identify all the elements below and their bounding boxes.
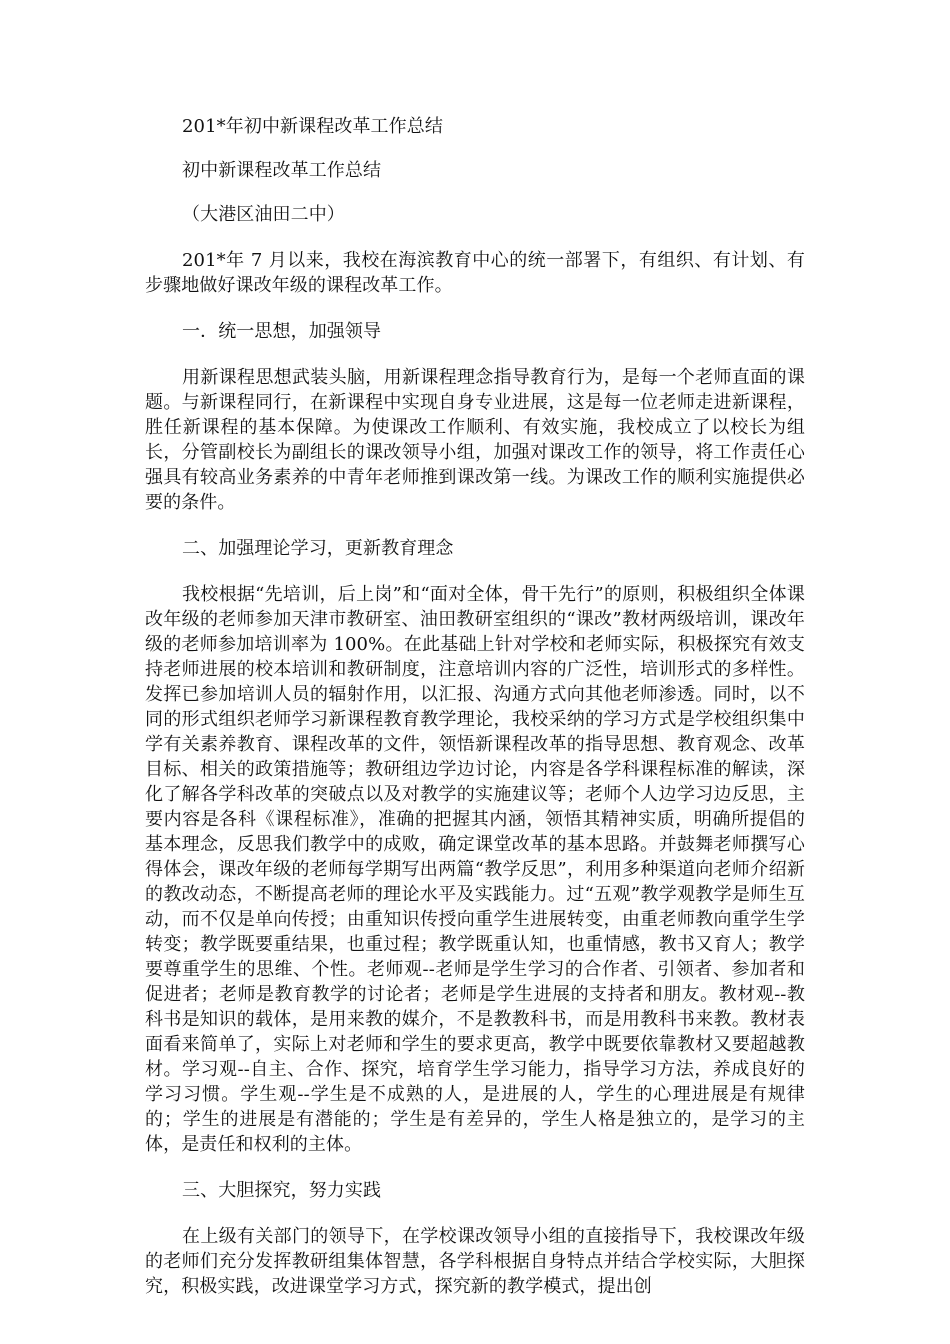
document-body: [145, 114, 805, 1299]
section-1-heading: 一．统一思想，加强领导: [182, 321, 382, 342]
section-3-body: 在上级有关部门的领导下，在学校课改领导小组的直接指导下，我校课改年级的老师们充分发挥教研组集体智慧，各学科根据自身特点并结合学校实际，大胆探究，积极实践，改进课堂学习方式，探究新的教学模式，提出创: [145, 1226, 805, 1297]
document-title: 201*年初中新课程改革工作总结: [182, 116, 443, 137]
section-2-heading: 二、加强理论学习，更新教育理念: [182, 538, 454, 559]
section-1-body: 用新课程思想武装头脑，用新课程理念指导教育行为，是每一个老师直面的课题。与新课程同行，在新课程中实现自身专业进展，这是每一位老师走进新课程，胜任新课程的基本保障。为使课改工作顺利、有效实施，我校成立了以校长为组长，分管副校长为副组长的课改领导小组，加强对课改工作的领导，将工作责任心强具有较高业务素养的中青年老师推到课改第一线。为课改工作的顺利实施提供必要的条件。: [145, 367, 805, 513]
intro-paragraph: 201*年 7 月以来，我校在海滨教育中心的统一部署下，有组织、有计划、有步骤地做好课改年级的课程改革工作。: [145, 250, 805, 296]
section-3-heading: 三、大胆探究，努力实践: [182, 1180, 382, 1201]
document-subtitle: 初中新课程改革工作总结: [182, 160, 382, 181]
school-name: （大港区油田二中）: [182, 204, 345, 225]
section-2-body: 我校根据“先培训，后上岗”和“面对全体，骨干先行”的原则，积极组织全体课改年级的老师参加天津市教研室、油田教研室组织的“课改”教材两级培训，课改年级的老师参加培训率为 100%。在此基础上针对学校和老师实际，积极探究有效支持老师进展的校本培训和教研制度，注意培训内容的广泛性，培训形式的多样性。发挥已参加培训人员的辐射作用，以汇报、沟通方式向其他老师渗透。同时，以不同的形式组织老师学习新课程教育教学理论，我校采纳的学习方式是学校组织集中学有关素养教育、课程改革的文件，领悟新课程改革的指导思想、教育观念、改革目标、相关的政策措施等；教研组边学边讨论，内容是各学科课程标准的解读，深化了解各学科改革的突破点以及对教学的实施建议等；老师个人边学习边反思，主要内容是各科《课程标准》，准确的把握其内涵，领悟其精神实质，明确所提倡的基本理念，反思我们教学中的成败，确定课堂改革的基本思路。并鼓舞老师撰写心得体会，课改年级的老师每学期写出两篇“教学反思”，利用多种渠道向老师介绍新的教改动态，不断提高老师的理论水平及实践能力。过“五观”教学观教学是师生互动，而不仅是单向传授；由重知识传授向重学生进展转变，由重老师教向重学生学转变；教学既要重结果，也重过程；教学既重认知，也重情感，教书又育人；教学要尊重学生的思维、个性。老师观--老师是学生学习的合作者、引领者、参加者和促进者；老师是教育教学的讨论者；老师是学生进展的支持者和朋友。教材观--教科书是知识的载体，是用来教的媒介，不是教教科书，而是用教科书来教。教材表面看来简单了，实际上对老师和学生的要求更高，教学中既要依靠教材又要超越教材。学习观--自主、合作、探究，培育学生学习能力，指导学习方法，养成良好的学习习惯。学生观--学生是不成熟的人，是进展的人，学生的心理进展是有规律的；学生的进展是有潜能的；学生是有差异的，学生人格是独立的，是学习的主体，是责任和权利的主体。: [145, 584, 805, 1155]
